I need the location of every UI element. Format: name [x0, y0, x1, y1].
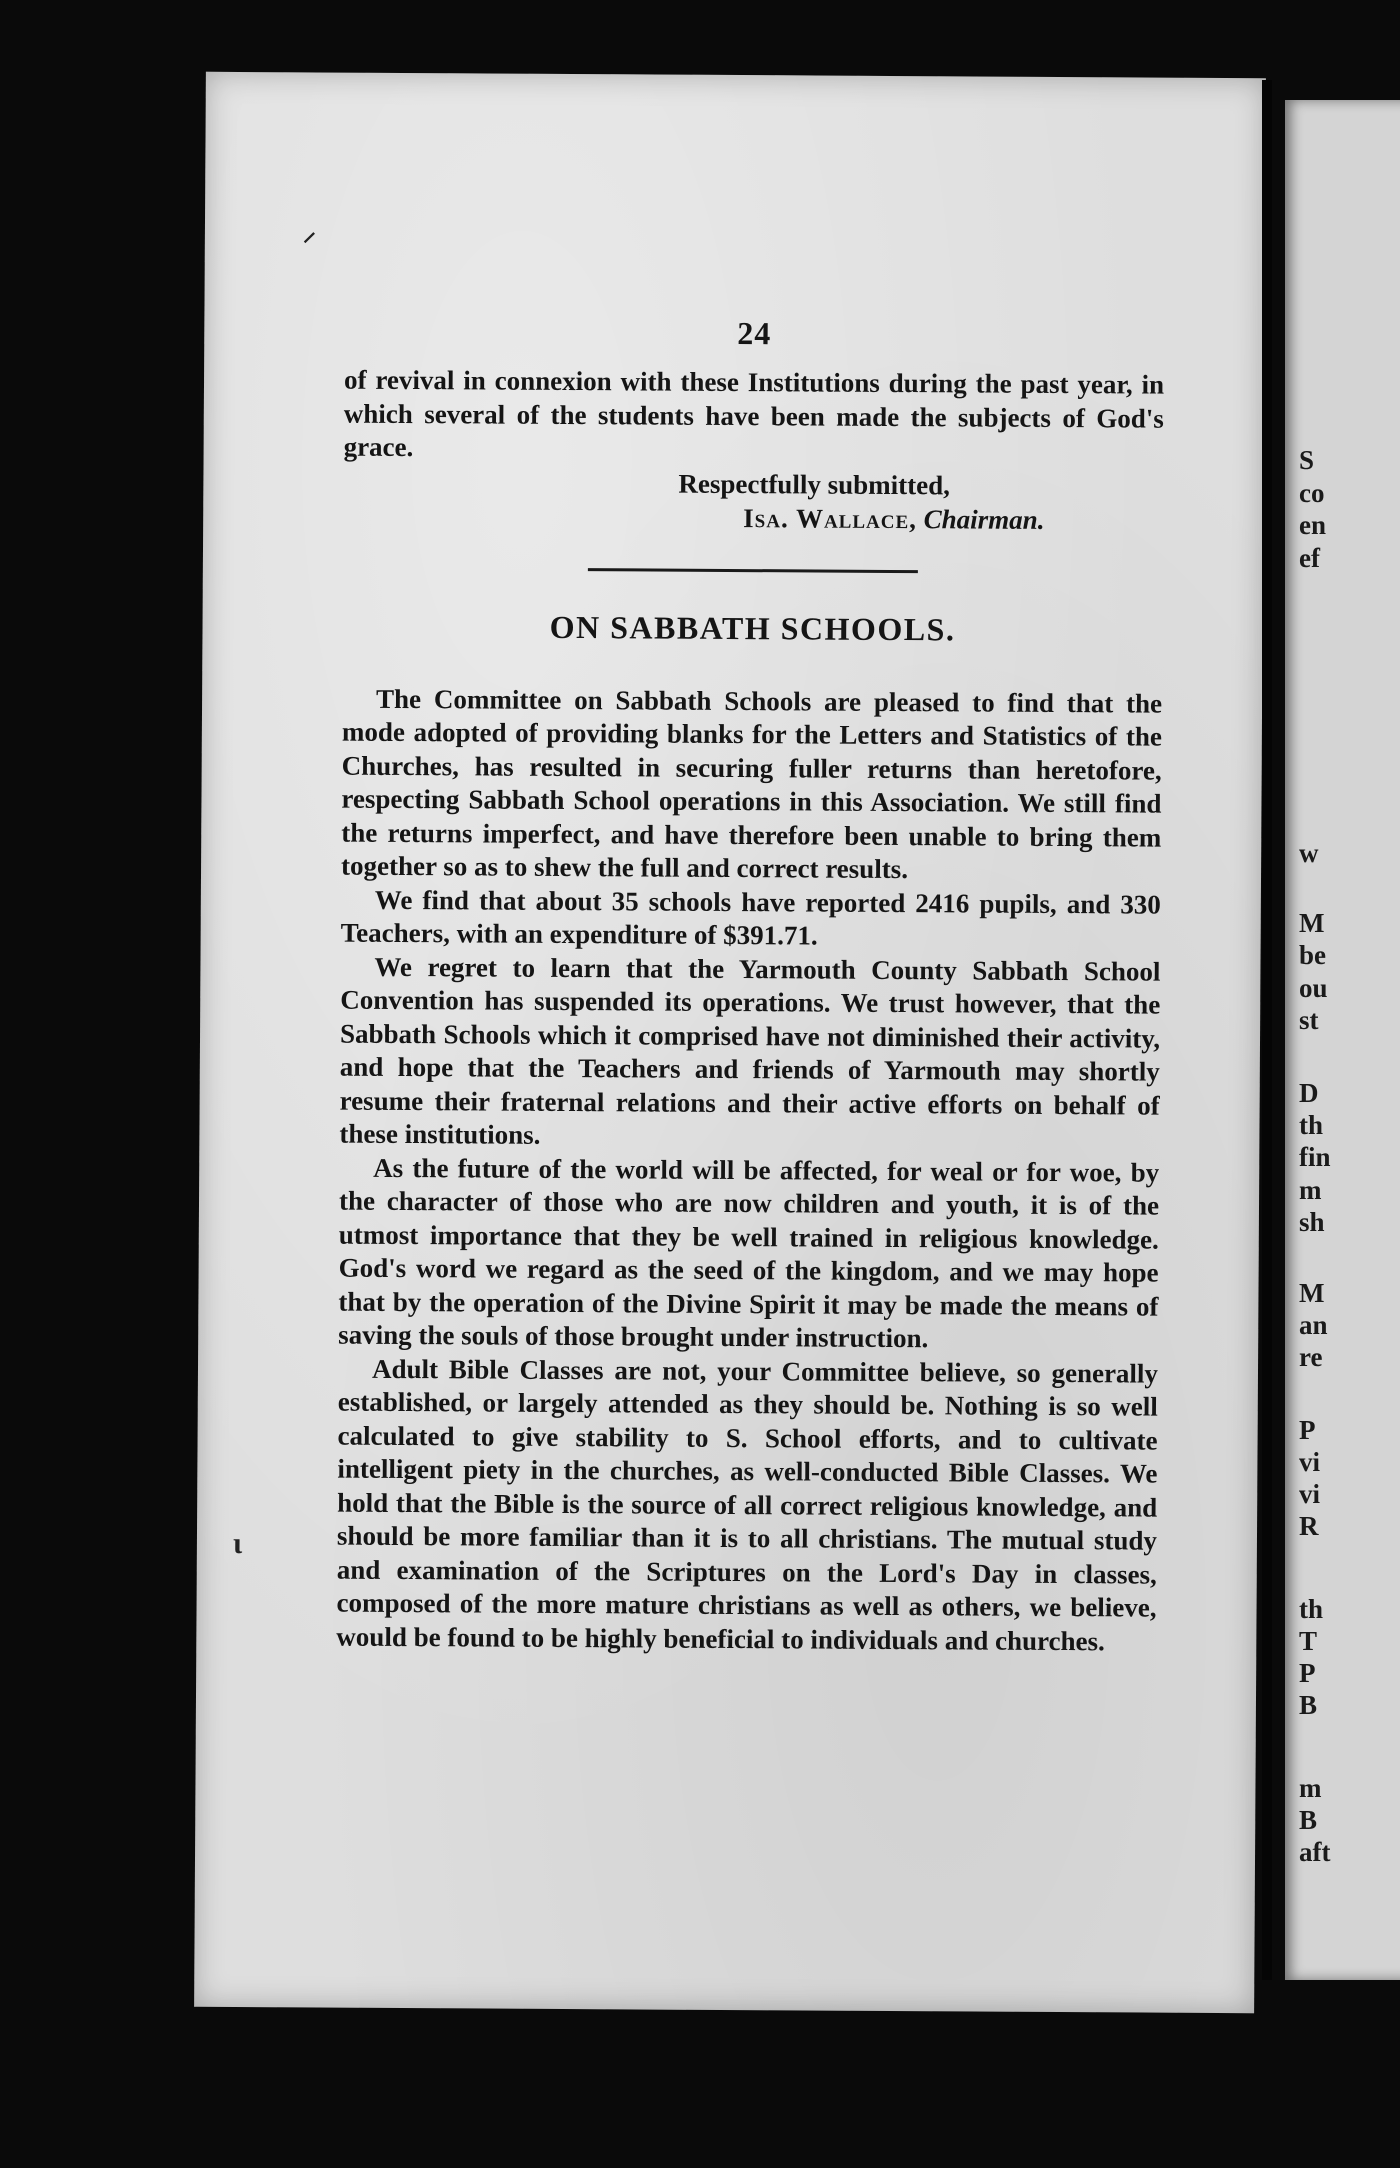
facing-page-fragment: M [1299, 1278, 1325, 1308]
paragraph-committee: The Committee on Sabbath Schools are pleased to find that the mode adopted of providing blanks for the Letters and Statistics of the Churches, has resulted in securing fuller returns than heretofore, respecting Sabbath School operations in this Association. We still find the returns imperfect, and have therefore been unable to bring them together so as to shew the full and correct results. [340, 683, 1163, 885]
facing-page-fragment: B [1299, 1690, 1318, 1720]
facing-page-fragment: co [1299, 478, 1325, 508]
left-page [194, 72, 1266, 2013]
facing-page-fragment: ef [1299, 543, 1320, 573]
facing-page-fragment: be [1299, 940, 1326, 970]
facing-page-fragment: vi [1299, 1479, 1321, 1509]
signer-role: Chairman. [923, 503, 1045, 535]
closing-signature [343, 464, 1163, 537]
opening-paragraph: of revival in connexion with these Institutions during the past year, in which several of the students have been made the subjects of God's grace. [343, 364, 1165, 463]
facing-page-fragment: aft [1299, 1837, 1331, 1867]
facing-page-fragment: an [1299, 1310, 1328, 1340]
facing-page-fragment: M [1299, 908, 1325, 938]
book-gutter [1262, 80, 1272, 1980]
ink-mark: ⸝ [302, 217, 317, 247]
paragraph-yarmouth: We regret to learn that the Yarmouth County Sabbath School Convention has suspended its operations. We trust however, that the Sabbath Schools which it comprised have not diminished their activity, and hope that the Teachers and friends of Yarmouth may shortly resume their fraternal relations and their active efforts on behalf of these institutions. [339, 951, 1161, 1150]
facing-page-fragment: w [1299, 838, 1319, 868]
facing-page-fragment: B [1299, 1805, 1318, 1835]
facing-page-fragment: S [1299, 445, 1315, 475]
facing-page-fragment: m [1299, 1175, 1322, 1205]
facing-page-fragment: th [1299, 1110, 1324, 1140]
facing-page-fragment: sh [1299, 1207, 1325, 1237]
page-number: 24 [737, 315, 772, 352]
facing-page-fragment: en [1299, 510, 1326, 540]
section-title: ON SABBATH SCHOOLS. [549, 608, 956, 647]
ink-mark: ι [232, 1526, 243, 1561]
page-content [336, 313, 1164, 1659]
paragraph-statistics: We find that about 35 schools have reported 2416 pupils, and 330 Teachers, with an expenditure of $391.71. [340, 884, 1161, 951]
section-divider [588, 568, 918, 573]
facing-page-fragment: T [1299, 1626, 1318, 1656]
facing-page-fragment: fin [1299, 1142, 1331, 1172]
facing-page-fragment: re [1299, 1342, 1323, 1372]
facing-page-fragment: R [1299, 1511, 1319, 1541]
signature-line [343, 498, 1163, 537]
facing-page-fragment: D [1299, 1078, 1319, 1108]
paragraph-future: As the future of the world will be affected, for weal or for woe, by the character of those who are now children and youth, it is of the utmost importance that they be well trained in religious knowledge. God's word we regard as the seed of the kingdom, and we may hope that by the operation of the Divine Spirit it may be made the means of saving the souls of those brought under instruction. [338, 1152, 1160, 1354]
respectfully-submitted: Respectfully submitted, [678, 468, 951, 500]
facing-page-fragment: st [1299, 1005, 1319, 1035]
facing-page-fragment: ou [1299, 973, 1328, 1003]
facing-page-fragment: P [1299, 1658, 1316, 1688]
signer-name: Isa. Wallace, [743, 502, 918, 534]
facing-page-fragment: m [1299, 1773, 1322, 1803]
facing-page-fragment: P [1299, 1415, 1316, 1445]
paragraph-bible-classes: Adult Bible Classes are not, your Committee believe, so generally established, or largely attended as they should be. Nothing is so well calculated to give stability to S. School efforts, and to cultivate intelligent piety in the churches, as well-conducted Bible Classes. We hold that the Bible is the source of all correct religious knowledge, and should be more familiar than it is to all christians. The mutual study and examination of the Scriptures on the Lord's Day in classes, composed of the more mature christians as well as others, we believe, would be found to be highly beneficial to individuals and churches. [336, 1353, 1159, 1656]
facing-page-edge [1285, 100, 1400, 1980]
facing-page-fragment: vi [1299, 1447, 1321, 1477]
facing-page-fragment: th [1299, 1594, 1324, 1624]
